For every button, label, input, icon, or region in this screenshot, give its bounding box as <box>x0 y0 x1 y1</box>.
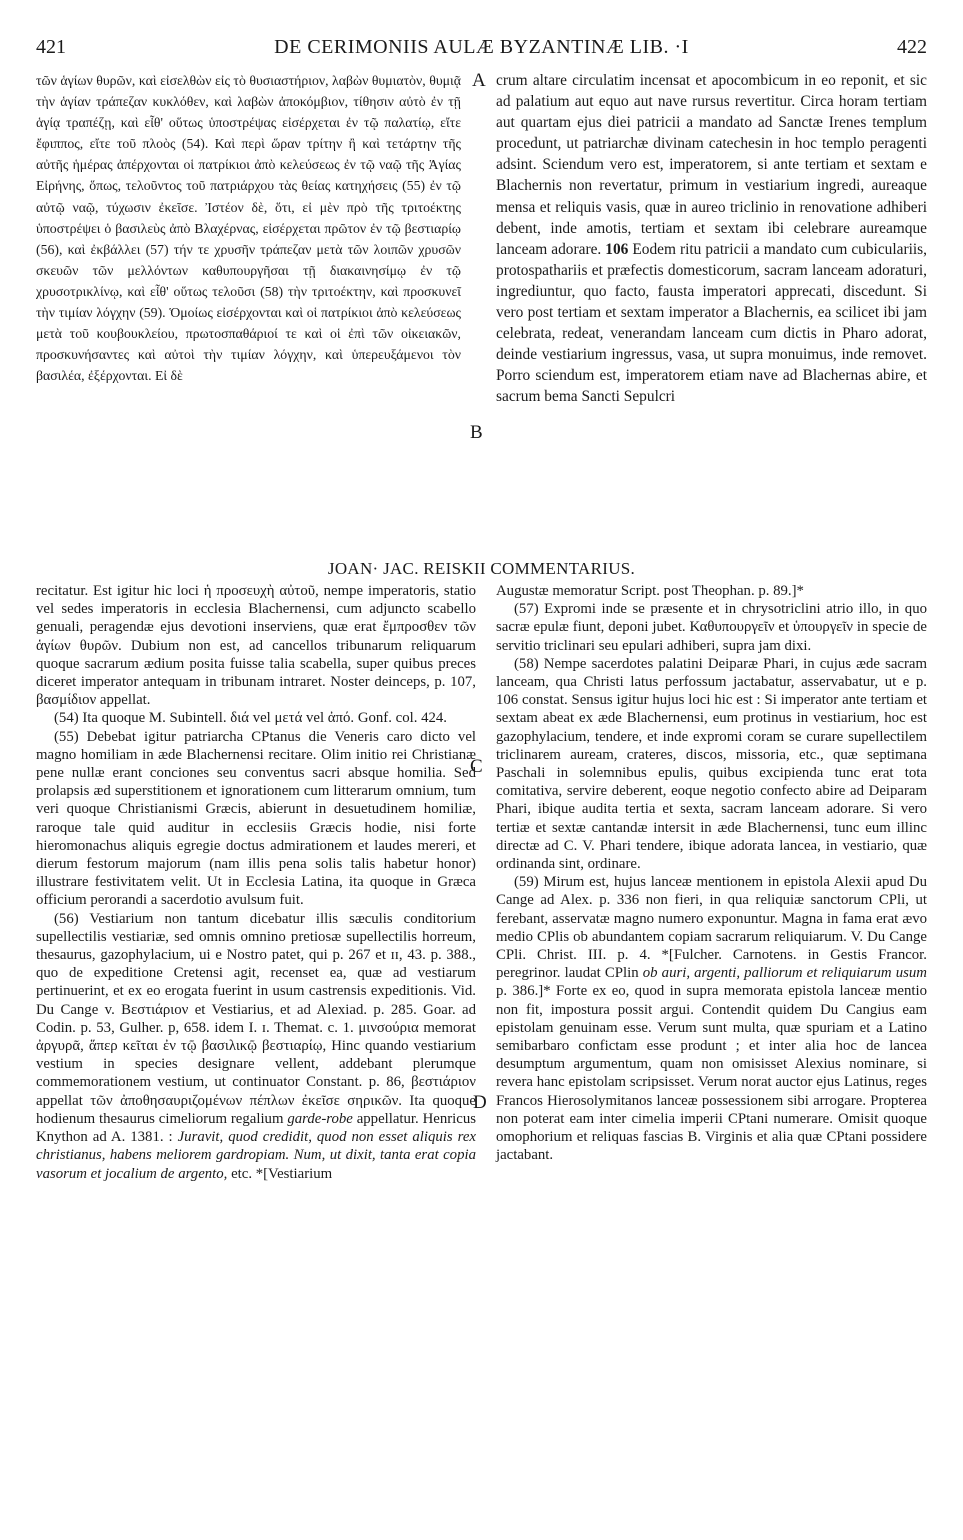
commentary-left-column <box>36 582 476 1183</box>
note-59 <box>496 873 927 1164</box>
running-title: DE CERIMONIIS AULÆ BYZANTINÆ LIB. ·I <box>274 36 689 58</box>
margin-letter-b: B <box>470 422 483 443</box>
latin-translation-column <box>496 70 927 408</box>
latin-translation <box>496 70 927 408</box>
latin-part-1: crum altare circulatim incensat et apocombicum in eo reponit, et sic ad palatium aut equo aut nave rursus revertitur. Circa horam tertiam aut quartam ejus diei patricii a mandato ad Sanctæ Irenes templum procedunt, ut patriarchæ divinam catechesin in hoc templo peragenti adsint. Sciendum vero est, imperatorem, si ante tertiam et sextam e Blachernis non revertatur, primum in vestiarium ingredi, aureaque mensa et reliquis vasis, quæ in aureo triclinio in renovatione adhiberi debent, inde amotis, tertiam et sextam ibi celebrare aureamque lanceam adorare. <box>496 72 927 258</box>
note-57: (57) Expromi inde se præsente et in chrysotriclini atrio illo, in quo sacræ epulæ fiunt, deponi jubet. Καθυπουργεῖν et ὑπουργεῖν in specie de servitio triclinari seu epulari adhiberi, supra jam dixi. <box>496 601 927 654</box>
section-number: 106 <box>605 240 629 258</box>
note-54: (54) Ita quoque M. Subintell. διά vel μετά vel ἀπό. Gonf. col. 424. <box>54 710 448 727</box>
note-59-text: (59) Mirum est, hujus lanceæ mentionem in epistola Alexii apud Du Cange ad Alex. p. 336 non fieri, in qua reliquiæ sanctorum CPli, ut ferebant, asservatæ magno numero exponuntur. Magna in fama erat ævo medio CPlis ob abundantem copiam sacrarum reliquiarum. V. Du Cange CPli. Christ. III. p. 4. *[Fulcher. Carnotens. in Gestis Francor. peregrinor. laudat CPlin <box>496 874 927 982</box>
greek-text: τῶν ἁγίων θυρῶν, καὶ εἰσελθὼν εἰς τὸ θυσιαστήριον, λαβὼν θυμιατὸν, θυμιᾷ τὴν ἁγίαν τράπεζαν κυκλόθεν, καὶ λαβὼν ἀποκόμβιον, τίθησιν αὐτὸ ἐν τῇ ἁγίᾳ τραπέζῃ, καὶ εἶθ' οὕτως ὑποστρέψας εἰσέρχεται ἐν τῷ παλατίῳ, εἴτε ἔφιππος, εἴτε τοῦ πλοὸς (54). Καὶ περὶ ὥραν τρίτην ἢ καὶ τετάρτην τῆς αὐτῆς ἡμέρας ἀπέρχονται οἱ πατρίκιοι ἀπὸ κελεύσεως ἐν τῷ ναῷ τῆς Ἁγίας Εἰρήνης, ὅπως, τελοῦντος τοῦ πατριάρχου τὰς θείας κατηχήσεις (55) ἐν τῷ αὐτῷ ναῷ, τύχωσιν ἐκεῖσε. Ἰστέον δὲ, ὅτι, εἰ μὲν πρὸ τῆς τριτοέκτης ὑποστρέψει ὁ βασιλεὺς ἀπὸ Βλαχέρνας, εἰσέρχεται πρῶτον ἐν τῷ βεστιαρίῳ (56), καὶ ἐκβάλλει (57) τήν τε χρυσῆν τράπεζαν μετὰ τῶν λοιπῶν χρυσῶν σκευῶν τῶν μελλόντων καθυπουργῆσαι τῇ διακαινησίμῳ ἐν τῷ χρυσοτρικλίνῳ, καὶ εἶθ' οὕτως τελοῦσι (58) τὴν τριτοέκτην, καὶ προσκυνεῖ τὴν τιμίαν λόγχην (59). Ὁμοίως εἰσέρχονται καὶ οἱ πατρίκιοι ἀπὸ κελεύσεως μετὰ τοῦ κουβουκλείου, πρωτοσπαθάριοί τε καὶ οἱ ἐπὶ τῶν οἰκειακῶν, προσκυνήσαντες καὶ αὐτοὶ τὴν τιμίαν λόγχην, καὶ ὑπερευξάμενοι τὸν βασιλέα, ἐξέρχονται. Εἰ δὲ <box>36 73 461 384</box>
commentary-right-column <box>496 582 927 1165</box>
running-header <box>36 36 927 64</box>
page-number-right: 422 <box>897 36 927 58</box>
greek-text-column <box>36 70 461 386</box>
note-59-italic: ob auri, argenti, palliorum et reliquiarum usum <box>642 965 927 982</box>
margin-letter-c: C <box>470 756 483 777</box>
margin-letter-d: D <box>473 1092 487 1113</box>
note-56-garde-robe: garde-robe <box>287 1110 353 1127</box>
note-56-quote: Juravit, quod credidit, quod non esset aliquis rex christianus, habens meliorem gardropiam. Num, ut dixit, tanta erat copia vasorum et jocalium de argento, <box>36 1129 476 1182</box>
latin-part-2: Eodem ritu patricii a mandato cum cubiculariis, protospathariis et præfectis domesticorum, sacram lanceam adoraturi, ingrediuntur, quo facto, fausta imperatori apprecati, discedunt. Si vero post tertiam et sextam imperator a Blachernis, ea scilicet ibi jam celebrata, redeat, venerandam lanceam cum dictis in Pharo adorat, deinde vestiarium ingressus, vasa, ut supra monuimus, inde removet. Porro sciendum est, imperatorem etiam nave ad Blachernas abire, et sacrum bema Sancti Sepulcri <box>496 240 927 406</box>
note-59-text-2: p. 386.]* Forte ex eo, quod in supra memorata epistola lanceæ mentio non fit, impostura possit argui. Contendit quidem Du Cangius eam epistolam genuinam esse. Verum sunt multa, quæ spuriam et a Latino semibarbaro confictam esse produnt ; et inter alia hoc de lancea desumptum argumentum, quam non omisisset Alexius nominare, si revera hanc epistolam scripsisset. Verum norat auctor ejus Latinus, reges Francos Hierosolymitanos lanceæ possessionem sibi arrogare. Propterea non poterat eam inter cimelia imperii CPtani numerare. Omisit quoque omophorium et reliquas fascias B. Virginis et alia quæ CPtani possidere jactabant. <box>496 983 927 1164</box>
note-56 <box>36 910 476 1183</box>
note-56-text-2: appellatur. Henricus Knython ad A. 1381. : <box>36 1110 477 1146</box>
page-number-left: 421 <box>36 36 66 58</box>
note-58: (58) Nempe sacerdotes palatini Deiparæ Phari, in cujus æde sacram lanceam, qua Christi latus perfossum jactabatur, asservabatur, ut e p. 106 constat. Sensus igitur hujus loci hic est : Si imperator ante tertiam et sextam abeat ex æde Blachernensi, eum protinus in vestiarium, hoc est gazophylacium, tendere, et inde expromi coram se curare supellectilem triclinarem auream, crateres, discos, missoria, etc., quæ septimana Paschali in solemnibus epulis, quibus excipienda tunc erat tota comitativa, servire deberent, eoque negotio confecto abire ad Deiparam Phari, ibique audita tertia et sexta, sacram lanceam adorare. Si vero tertiæ et sextæ cantandæ intersit in æde Blachernensi, tunc eum illinc directæ ad C. V. Phari tendere, ibique adorata lancea, in vestiario, quæ ordinanda sint, ordinare. <box>496 655 927 873</box>
note-56-text: (56) Vestiarium non tantum dicebatur illis sæculis conditorium supellectilis vestiariæ, sed omnis omnino pretiosæ supellectilis horreum, thesaurus, gazophylacium, ui e Nostro patet, qui p. 267 et ɪɪ, 43. p. 388., quo de expeditione Cretensi agit, recenset ea, quæ ad vestiarum pertinuerint, et ex eo erogata fuerint in usum castrensis expeditionis. Vid. Du Cange v. Βεστιάριον et Vestiarius, et ad Alexiad. p. 285. Goar. ad Codin. p. 53, Gulher. p, 658. idem I. ɪ. Themat. c. 1. μινσούρια memorat ἀργυρᾶ, ἅπερ κεῖται ἐν τῷ βασιλικῷ βεστιαρίῳ, Hinc quando vestiarium vestium in species designare vellent, addebant plerumque commemorationem vestium, ut continuator Constant. p. 86, βεστιάριον appellat τῶν ἀποθησαυριζομένων πέπλων ἐκεῖσε σηρικῶν. Ita quoque hodienum thesaurus cimeliorum regalium <box>36 910 476 1127</box>
note-56-tail: etc. *[Vestiarium <box>231 1165 333 1182</box>
note-55: (55) Debebat igitur patriarcha CPtanus die Veneris caro dicto vel magno homiliam in æde Blachernensi recitare. Olim initio rei Christianæ pene nullæ erant conciones seu conventus sacri absque homilia. Sed prolapsis æd superstitionem et ignorationem cum litterarum omnium, tum veri quoque Christianismi Græcis, abierunt in desuetudinem homiliæ, raroque tale quid auditur in ecclesiis Græcis hodie, nisi forte hieromonachus aliquis egregie doctus admirationem et laudes mereri, et dierum festorum majorum (nam illis pena solis talis habetur honor) illustrare festivitatem velit. Ut in Ecclesia Latina, ita quoque in Græca officium perorandi a sacerdotio avulsum fuit. <box>36 728 476 909</box>
note-continuation-right: Augustæ memoratur Script. post Theophan. p. 89.]* <box>496 583 804 599</box>
commentary-title: JOAN· JAC. REISKII COMMENTARIUS. <box>327 559 636 578</box>
note-continuation: recitatur. Est igitur hic loci ἡ προσευχὴ αὐτοῦ, nempe imperatoris, statio vel sedes imperatoris in ecclesia Blachernensi, cum adjuncto scabello genuali, peragendæ ejus devotioni inserviens, quæ erat ἔμπροσθεν τῶν ἁγίων θυρῶν. Dubium non est, ad cancellos tribunarum reliquarum quoque sacrarum ædium posita fuisse talia scabella, super quibus preces diceret imperator antequam in tribunam intraret. Noster deinceps, p. 107, βασμίδιον appellat. <box>36 583 476 709</box>
margin-letter-a: A <box>472 70 486 91</box>
